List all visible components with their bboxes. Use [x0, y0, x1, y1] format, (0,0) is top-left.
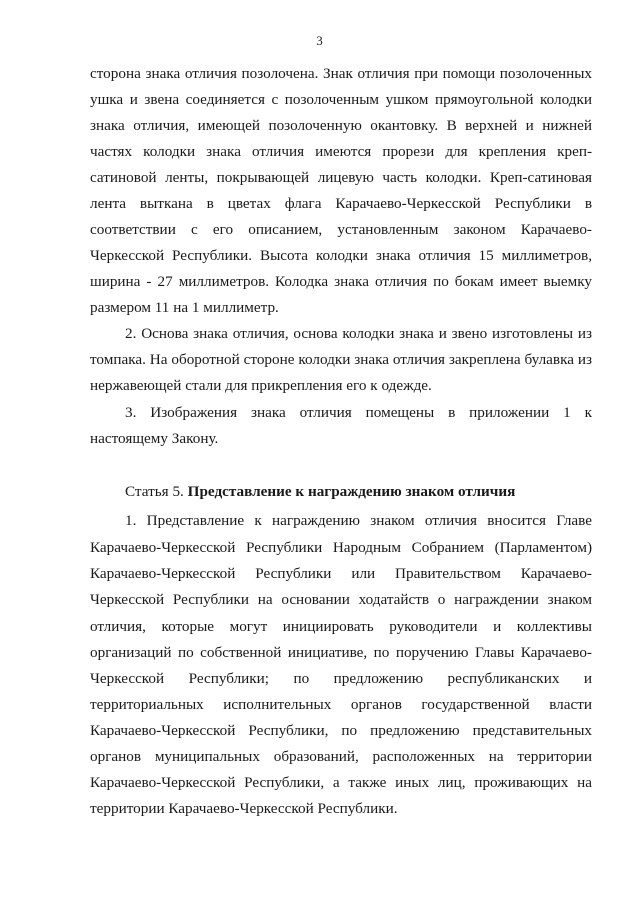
article-heading — [125, 482, 592, 501]
paragraph-line: организаций по собственной инициативе, по поручению Главы Карачаево- — [90, 644, 592, 661]
paragraph-line: знака отличия, имеющей позолоченную окантовку. В верхней и нижней — [90, 117, 592, 134]
paragraph-line: настоящему Закону. — [90, 430, 219, 447]
paragraph-line: 3. Изображения знака отличия помещены в приложении 1 к — [125, 404, 592, 421]
paragraph-line: лента выткана в цветах флага Карачаево-Черкесской Республики в — [90, 195, 592, 212]
paragraph-line: территории Карачаево-Черкесской Республики. — [90, 800, 398, 817]
paragraph-line: Карачаево-Черкесской Республики Народным Собранием (Парламентом) — [90, 539, 592, 556]
article-label: Статья 5. — [125, 483, 184, 500]
paragraph-line: размером 11 на 1 миллиметр. — [90, 299, 279, 316]
paragraph-line: ширина - 27 миллиметров. Колодка знака отличия по бокам имеет выемку — [90, 273, 592, 290]
paragraph-line: территориальных исполнительных органов государственной власти — [90, 696, 592, 713]
paragraph-line: частях колодки знака отличия имеются прорези для крепления креп- — [90, 143, 592, 160]
page-number: 3 — [316, 33, 323, 48]
paragraph-line: 1. Представление к награждению знаком отличия вносится Главе — [125, 512, 592, 529]
paragraph-line: сторона знака отличия позолочена. Знак отличия при помощи позолоченных — [90, 65, 592, 82]
paragraph-line: сатиновой ленты, покрывающей лицевую часть колодки. Креп-сатиновая — [90, 169, 592, 186]
paragraph-line: соответствии с его описанием, установленным законом Карачаево- — [90, 221, 592, 238]
paragraph-line: Черкесской Республики. Высота колодки знака отличия 15 миллиметров, — [90, 247, 592, 264]
paragraph-line: нержавеющей стали для прикрепления его к одежде. — [90, 377, 432, 394]
paragraph-line: Карачаево-Черкесской Республики, а также иных лиц, проживающих на — [90, 774, 592, 791]
paragraph-line: Карачаево-Черкесской Республики или Правительством Карачаево- — [90, 565, 592, 582]
article-title: Представление к награждению знаком отличия — [187, 483, 516, 500]
paragraph-line: органов муниципальных образований, расположенных на территории — [90, 748, 592, 765]
paragraph-line: ушка и звена соединяется с позолоченным ушком прямоугольной колодки — [90, 91, 592, 108]
paragraph-line: Черкесской Республики; по предложению республиканских и — [90, 670, 592, 687]
paragraph-line: Черкесской Республики на основании ходатайств о награждении знаком — [90, 591, 592, 608]
paragraph-line: Карачаево-Черкесской Республики, по предложению представительных — [90, 722, 592, 739]
paragraph-line: отличия, которые могут инициировать руководители и коллективы — [90, 618, 592, 635]
paragraph-line: 2. Основа знака отличия, основа колодки знака и звено изготовлены из — [125, 325, 592, 342]
paragraph-line: томпака. На оборотной стороне колодки знака отличия закреплена булавка из — [90, 351, 592, 368]
